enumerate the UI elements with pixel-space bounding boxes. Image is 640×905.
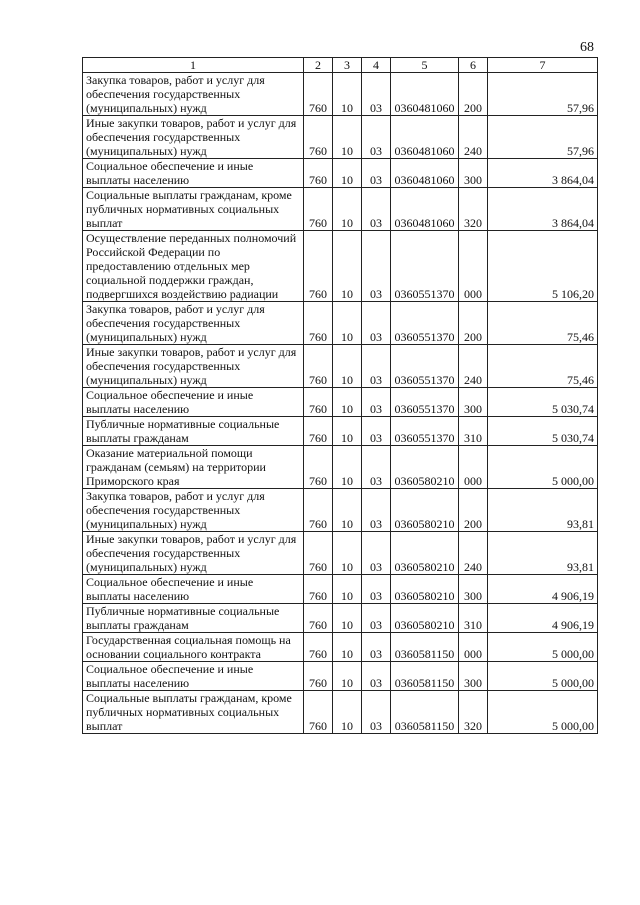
cell-amount: 5 030,74 bbox=[488, 388, 598, 417]
cell-target-article: 0360551370 bbox=[391, 345, 459, 388]
cell-subsection: 03 bbox=[362, 604, 391, 633]
column-header: 4 bbox=[362, 58, 391, 73]
cell-amount: 5 000,00 bbox=[488, 633, 598, 662]
cell-expense-type: 320 bbox=[459, 691, 488, 734]
cell-name: Оказание материальной помощи гражданам (семьям) на территории Приморского края bbox=[83, 446, 304, 489]
cell-expense-type: 300 bbox=[459, 388, 488, 417]
cell-name: Закупка товаров, работ и услуг для обеспечения государственных (муниципальных) нужд bbox=[83, 73, 304, 116]
cell-ministry-code: 760 bbox=[304, 417, 333, 446]
cell-amount: 4 906,19 bbox=[488, 575, 598, 604]
cell-subsection: 03 bbox=[362, 116, 391, 159]
cell-subsection: 03 bbox=[362, 345, 391, 388]
column-header: 6 bbox=[459, 58, 488, 73]
cell-target-article: 0360580210 bbox=[391, 604, 459, 633]
cell-section: 10 bbox=[333, 73, 362, 116]
cell-ministry-code: 760 bbox=[304, 575, 333, 604]
cell-amount: 5 106,20 bbox=[488, 231, 598, 302]
cell-amount: 93,81 bbox=[488, 532, 598, 575]
column-header: 5 bbox=[391, 58, 459, 73]
budget-table bbox=[82, 57, 598, 734]
cell-section: 10 bbox=[333, 691, 362, 734]
table-row bbox=[83, 159, 598, 188]
header-row bbox=[83, 58, 598, 73]
cell-target-article: 0360551370 bbox=[391, 231, 459, 302]
table-row bbox=[83, 345, 598, 388]
table-row bbox=[83, 231, 598, 302]
cell-ministry-code: 760 bbox=[304, 604, 333, 633]
cell-name: Социальные выплаты гражданам, кроме публичных нормативных социальных выплат bbox=[83, 691, 304, 734]
table-row bbox=[83, 532, 598, 575]
cell-expense-type: 300 bbox=[459, 662, 488, 691]
cell-target-article: 0360481060 bbox=[391, 73, 459, 116]
cell-expense-type: 300 bbox=[459, 159, 488, 188]
cell-subsection: 03 bbox=[362, 662, 391, 691]
cell-amount: 3 864,04 bbox=[488, 159, 598, 188]
cell-name: Социальное обеспечение и иные выплаты населению bbox=[83, 575, 304, 604]
cell-expense-type: 240 bbox=[459, 345, 488, 388]
cell-amount: 75,46 bbox=[488, 302, 598, 345]
table-row bbox=[83, 302, 598, 345]
cell-section: 10 bbox=[333, 345, 362, 388]
cell-section: 10 bbox=[333, 388, 362, 417]
table-row bbox=[83, 604, 598, 633]
column-header: 2 bbox=[304, 58, 333, 73]
cell-subsection: 03 bbox=[362, 302, 391, 345]
table-row bbox=[83, 417, 598, 446]
cell-section: 10 bbox=[333, 575, 362, 604]
cell-expense-type: 240 bbox=[459, 532, 488, 575]
cell-section: 10 bbox=[333, 231, 362, 302]
cell-section: 10 bbox=[333, 302, 362, 345]
cell-amount: 3 864,04 bbox=[488, 188, 598, 231]
cell-ministry-code: 760 bbox=[304, 345, 333, 388]
cell-section: 10 bbox=[333, 417, 362, 446]
cell-name: Закупка товаров, работ и услуг для обеспечения государственных (муниципальных) нужд bbox=[83, 302, 304, 345]
cell-target-article: 0360551370 bbox=[391, 417, 459, 446]
cell-subsection: 03 bbox=[362, 231, 391, 302]
cell-target-article: 0360580210 bbox=[391, 575, 459, 604]
cell-ministry-code: 760 bbox=[304, 231, 333, 302]
table-row bbox=[83, 188, 598, 231]
cell-name: Социальные выплаты гражданам, кроме публичных нормативных социальных выплат bbox=[83, 188, 304, 231]
cell-subsection: 03 bbox=[362, 446, 391, 489]
cell-name: Публичные нормативные социальные выплаты гражданам bbox=[83, 604, 304, 633]
cell-ministry-code: 760 bbox=[304, 73, 333, 116]
cell-amount: 75,46 bbox=[488, 345, 598, 388]
cell-subsection: 03 bbox=[362, 489, 391, 532]
cell-expense-type: 200 bbox=[459, 73, 488, 116]
cell-name: Социальное обеспечение и иные выплаты населению bbox=[83, 159, 304, 188]
cell-subsection: 03 bbox=[362, 159, 391, 188]
cell-section: 10 bbox=[333, 188, 362, 231]
cell-expense-type: 200 bbox=[459, 302, 488, 345]
cell-subsection: 03 bbox=[362, 73, 391, 116]
cell-ministry-code: 760 bbox=[304, 302, 333, 345]
cell-ministry-code: 760 bbox=[304, 188, 333, 231]
cell-ministry-code: 760 bbox=[304, 159, 333, 188]
cell-name: Закупка товаров, работ и услуг для обеспечения государственных (муниципальных) нужд bbox=[83, 489, 304, 532]
cell-ministry-code: 760 bbox=[304, 691, 333, 734]
cell-expense-type: 000 bbox=[459, 446, 488, 489]
cell-target-article: 0360581150 bbox=[391, 633, 459, 662]
table-row bbox=[83, 446, 598, 489]
table-row bbox=[83, 691, 598, 734]
cell-name: Социальное обеспечение и иные выплаты населению bbox=[83, 662, 304, 691]
cell-name: Иные закупки товаров, работ и услуг для обеспечения государственных (муниципальных) нужд bbox=[83, 116, 304, 159]
cell-section: 10 bbox=[333, 604, 362, 633]
cell-subsection: 03 bbox=[362, 532, 391, 575]
column-header: 7 bbox=[488, 58, 598, 73]
cell-ministry-code: 760 bbox=[304, 532, 333, 575]
table-row bbox=[83, 116, 598, 159]
cell-ministry-code: 760 bbox=[304, 662, 333, 691]
cell-expense-type: 300 bbox=[459, 575, 488, 604]
cell-target-article: 0360581150 bbox=[391, 662, 459, 691]
cell-target-article: 0360580210 bbox=[391, 532, 459, 575]
cell-amount: 5 000,00 bbox=[488, 446, 598, 489]
cell-target-article: 0360481060 bbox=[391, 159, 459, 188]
column-header: 3 bbox=[333, 58, 362, 73]
cell-expense-type: 320 bbox=[459, 188, 488, 231]
cell-name: Осуществление переданных полномочий Российской Федерации по предоставлению отдельных мер социальной поддержки граждан, подвергшихся воздействию радиации bbox=[83, 231, 304, 302]
cell-subsection: 03 bbox=[362, 188, 391, 231]
cell-amount: 5 000,00 bbox=[488, 691, 598, 734]
cell-expense-type: 240 bbox=[459, 116, 488, 159]
cell-amount: 57,96 bbox=[488, 116, 598, 159]
cell-target-article: 0360551370 bbox=[391, 388, 459, 417]
cell-ministry-code: 760 bbox=[304, 446, 333, 489]
cell-subsection: 03 bbox=[362, 417, 391, 446]
cell-amount: 4 906,19 bbox=[488, 604, 598, 633]
cell-section: 10 bbox=[333, 662, 362, 691]
cell-amount: 57,96 bbox=[488, 73, 598, 116]
table-row bbox=[83, 388, 598, 417]
cell-target-article: 0360581150 bbox=[391, 691, 459, 734]
cell-section: 10 bbox=[333, 159, 362, 188]
table-row bbox=[83, 73, 598, 116]
table-row bbox=[83, 662, 598, 691]
cell-section: 10 bbox=[333, 532, 362, 575]
cell-subsection: 03 bbox=[362, 388, 391, 417]
page-number: 68 bbox=[580, 40, 594, 55]
cell-expense-type: 000 bbox=[459, 231, 488, 302]
cell-name: Государственная социальная помощь на основании социального контракта bbox=[83, 633, 304, 662]
table-row bbox=[83, 489, 598, 532]
cell-expense-type: 310 bbox=[459, 417, 488, 446]
cell-section: 10 bbox=[333, 446, 362, 489]
cell-section: 10 bbox=[333, 489, 362, 532]
cell-section: 10 bbox=[333, 633, 362, 662]
cell-target-article: 0360481060 bbox=[391, 116, 459, 159]
column-header: 1 bbox=[83, 58, 304, 73]
cell-name: Иные закупки товаров, работ и услуг для обеспечения государственных (муниципальных) нужд bbox=[83, 345, 304, 388]
cell-target-article: 0360580210 bbox=[391, 446, 459, 489]
cell-target-article: 0360551370 bbox=[391, 302, 459, 345]
cell-section: 10 bbox=[333, 116, 362, 159]
cell-amount: 5 000,00 bbox=[488, 662, 598, 691]
cell-name: Иные закупки товаров, работ и услуг для обеспечения государственных (муниципальных) нужд bbox=[83, 532, 304, 575]
cell-name: Публичные нормативные социальные выплаты гражданам bbox=[83, 417, 304, 446]
cell-name: Социальное обеспечение и иные выплаты населению bbox=[83, 388, 304, 417]
cell-amount: 5 030,74 bbox=[488, 417, 598, 446]
cell-subsection: 03 bbox=[362, 691, 391, 734]
table-row bbox=[83, 633, 598, 662]
cell-expense-type: 200 bbox=[459, 489, 488, 532]
cell-ministry-code: 760 bbox=[304, 489, 333, 532]
cell-subsection: 03 bbox=[362, 633, 391, 662]
table-row bbox=[83, 575, 598, 604]
cell-expense-type: 000 bbox=[459, 633, 488, 662]
cell-ministry-code: 760 bbox=[304, 388, 333, 417]
cell-expense-type: 310 bbox=[459, 604, 488, 633]
cell-amount: 93,81 bbox=[488, 489, 598, 532]
cell-ministry-code: 760 bbox=[304, 633, 333, 662]
cell-target-article: 0360580210 bbox=[391, 489, 459, 532]
cell-target-article: 0360481060 bbox=[391, 188, 459, 231]
cell-subsection: 03 bbox=[362, 575, 391, 604]
cell-ministry-code: 760 bbox=[304, 116, 333, 159]
